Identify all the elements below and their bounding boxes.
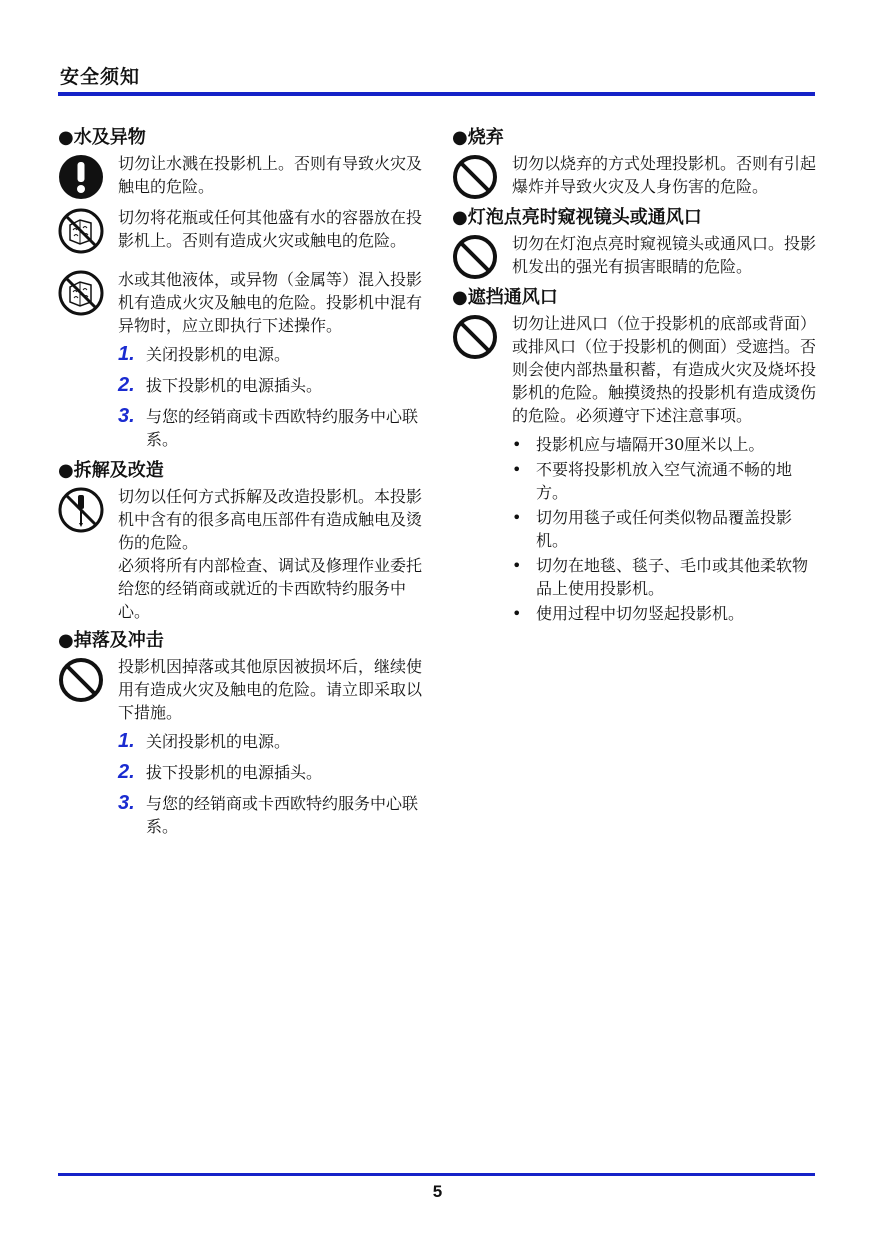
right-column <box>452 126 817 627</box>
list-item: • 不要将投影机放入空气流通不畅的地方。 <box>512 460 793 502</box>
list-item: • 切勿用毯子或任何类似物品覆盖投影机。 <box>512 508 793 550</box>
prohibition-icon <box>452 154 498 200</box>
vents-warning: 切勿让进风口（位于投影机的底部或背面）或排风口（位于投影机的侧面）受遮挡。否则会使内部热量积蓄，有造成火灾及烧坏投影机的危险。触摸烫热的投影机有造成烫伤的危险。必须遵守下述注意事项。 <box>452 312 817 427</box>
footer-rule <box>58 1173 815 1176</box>
section-title-lamp: ●灯泡点亮时窥视镜头或通风口 <box>452 207 702 228</box>
disassembly-warning <box>58 485 423 623</box>
step-item: 1. 关闭投影机的电源。 <box>118 343 291 365</box>
list-item: • 使用过程中切勿竖起投影机。 <box>512 604 745 623</box>
exclamation-icon <box>58 154 104 200</box>
water-warning-1: 切勿让水溅在投影机上。否则有导致火灾及触电的危险。 <box>58 152 423 200</box>
water-warning-2: 切勿将花瓶或任何其他盛有水的容器放在投影机上。否则有造成火灾或触电的危险。 <box>58 206 423 254</box>
step-item: 1. 关闭投影机的电源。 <box>118 730 291 752</box>
disassembly-text-1: 切勿以任何方式拆解及改造投影机。本投影机中含有的很多高电压部件有造成触电及烫伤的危险。 <box>118 487 423 552</box>
left-column <box>58 126 423 846</box>
water-steps <box>118 343 423 451</box>
header-rule <box>58 92 815 96</box>
prohibition-icon <box>58 657 104 703</box>
vents-precautions <box>512 433 817 625</box>
no-liquid-container-icon <box>58 270 104 316</box>
section-title-drop: ●掉落及冲击 <box>58 630 164 651</box>
disassembly-text-2: 必须将所有内部检查、调试及修理作业委托给您的经销商或就近的卡西欧特约服务中心。 <box>118 556 423 621</box>
burning-warning: 切勿以烧弃的方式处理投影机。否则有引起爆炸并导致火灾及人身伤害的危险。 <box>452 152 817 200</box>
water-warning-3: 水或其他液体，或异物（金属等）混入投影机有造成火灾及触电的危险。投影机中混有异物时，应立即执行下述操作。 <box>58 268 423 337</box>
drop-warning: 投影机因掉落或其他原因被损坏后，继续使用有造成火灾及触电的危险。请立即采取以下措施。 <box>58 655 423 724</box>
list-item: • 切勿在地毯、毯子、毛巾或其他柔软物品上使用投影机。 <box>512 556 809 598</box>
no-disassembly-icon <box>58 487 104 533</box>
lamp-warning: 切勿在灯泡点亮时窥视镜头或通风口。投影机发出的强光有损害眼睛的危险。 <box>452 232 817 280</box>
list-item: • 投影机应与墙隔开30厘米以上。 <box>512 435 765 454</box>
section-title-disassembly: ●拆解及改造 <box>58 460 164 481</box>
section-title-vents: ●遮挡通风口 <box>452 287 558 308</box>
step-item: 2. 拔下投影机的电源插头。 <box>118 761 323 783</box>
step-item: 3. 与您的经销商或卡西欧特约服务中心联系。 <box>118 405 419 449</box>
section-title-burning: ●烧弃 <box>452 127 504 148</box>
no-liquid-container-icon <box>58 208 104 254</box>
drop-steps <box>118 730 423 838</box>
prohibition-icon <box>452 234 498 280</box>
step-item: 3. 与您的经销商或卡西欧特约服务中心联系。 <box>118 792 419 836</box>
step-item: 2. 拔下投影机的电源插头。 <box>118 374 323 396</box>
prohibition-icon <box>452 314 498 360</box>
page-number: 5 <box>432 1182 443 1201</box>
page-header-title: 安全须知 <box>60 66 141 88</box>
section-title-water: ●水及异物 <box>58 127 146 148</box>
